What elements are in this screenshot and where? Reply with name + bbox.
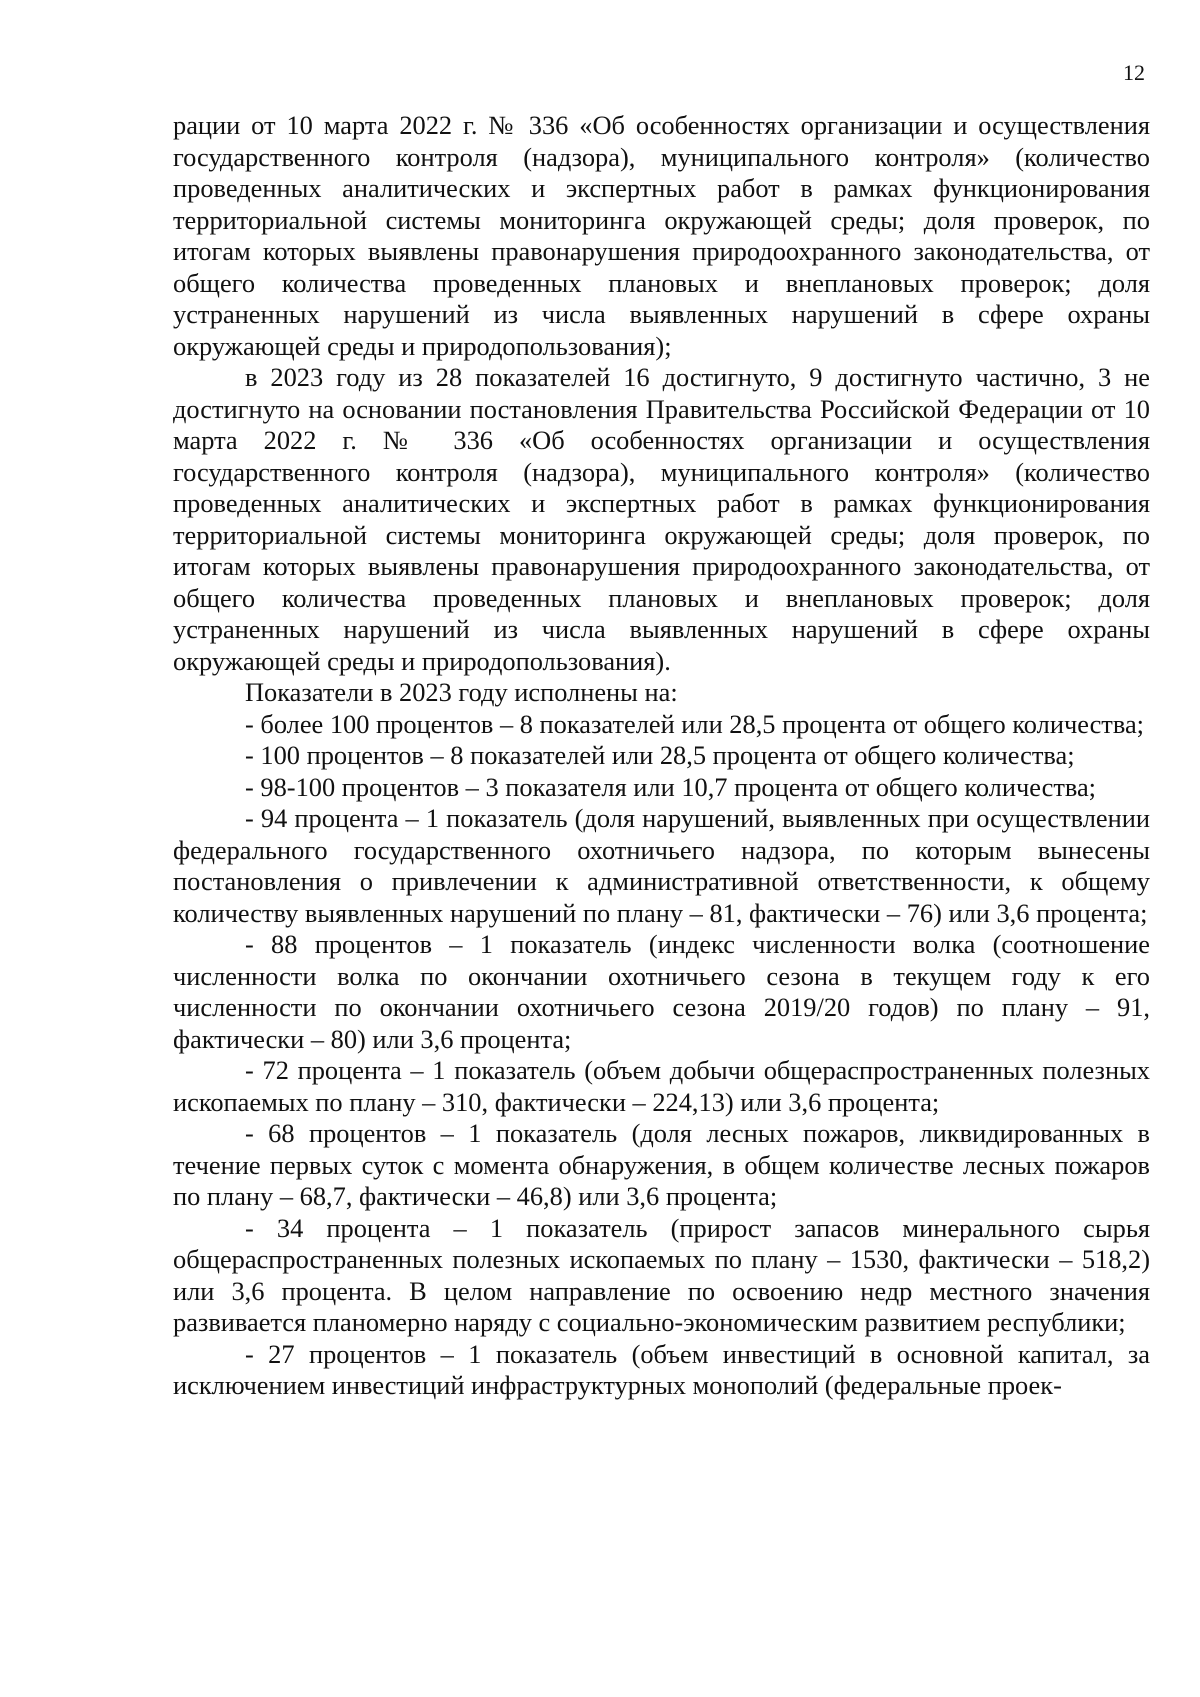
list-item-88: - 88 процентов – 1 показатель (индекс численности волка (соотношение численности волка по окончании охотничьего сезона в текущем году к его численности по окончании охотничьего сезона 2019/20 годов) по плану – 91, фактически – 80) или 3,6 процента; <box>173 929 1150 1054</box>
list-item-98-100: - 98-100 процентов – 3 показателя или 10,7 процента от общего количества; <box>245 771 1097 802</box>
paragraph-2023-summary: в 2023 году из 28 показателей 16 достигнуто, 9 достигнуто частично, 3 не достигнуто на основании постановления Правительства Российской Федерации от 10 марта 2022 г. № 336 «Об особенностях организации и осуществления государственного контроля (надзора), муниципального контроля» (количество проведенных аналитических и экспертных работ в рамках функционирования территориальной системы мониторинга окружающей среды; доля проверок, по итогам которых выявлены правонарушения природоохранного законодательства, от общего количества проведенных плановых и внеплановых проверок; доля устраненных нарушений из числа выявленных нарушений в сфере охраны окружающей среды и природопользования). <box>173 362 1150 676</box>
paragraph-indicators-intro: Показатели в 2023 году исполнены на: <box>245 677 678 707</box>
list-item-72: - 72 процента – 1 показатель (объем добычи общераспространенных полезных ископаемых по плану – 310, фактически – 224,13) или 3,6 процента; <box>173 1055 1150 1117</box>
document-body <box>173 110 1150 1402</box>
list-item-34: - 34 процента – 1 показатель (прирост запасов минерального сырья общераспространенных полезных ископаемых по плану – 1530, фактически – 518,2) или 3,6 процента. В целом направление по освоению недр местного значения развивается планомерно наряду с социально-экономическим развитием республики; <box>173 1212 1150 1337</box>
page-number: 12 <box>1123 60 1145 85</box>
paragraph-continuation: рации от 10 марта 2022 г. № 336 «Об особенностях организации и осуществления государственного контроля (надзора), муниципального контроля» (количество проведенных аналитических и экспертных работ в рамках функционирования территориальной системы мониторинга окружающей среды; доля проверок, по итогам которых выявлены правонарушения природоохранного законодательства, от общего количества проведенных плановых и внеплановых проверок; доля устраненных нарушений из числа выявленных нарушений в сфере охраны окружающей среды и природопользования); <box>173 110 1150 361</box>
list-item-68: - 68 процентов – 1 показатель (доля лесных пожаров, ликвидированных в течение первых суток с момента обнаружения, в общем количестве лесных пожаров по плану – 68,7, фактически – 46,8) или 3,6 процента; <box>173 1118 1150 1211</box>
list-item-27: - 27 процентов – 1 показатель (объем инвестиций в основной капитал, за исключением инвестиций инфраструктурных монополий (федеральные проек- <box>173 1338 1150 1400</box>
list-item-100: - 100 процентов – 8 показателей или 28,5 процента от общего количества; <box>245 740 1075 770</box>
list-item-94: - 94 процента – 1 показатель (доля нарушений, выявленных при осуществлении федерального государственного охотничьего надзора, по которым вынесены постановления о привлечении к административной ответственности, к общему количеству выявленных нарушений по плану – 81, фактически – 76) или 3,6 процента; <box>173 803 1150 928</box>
list-item-over-100: - более 100 процентов – 8 показателей или 28,5 процента от общего количества; <box>245 708 1144 739</box>
